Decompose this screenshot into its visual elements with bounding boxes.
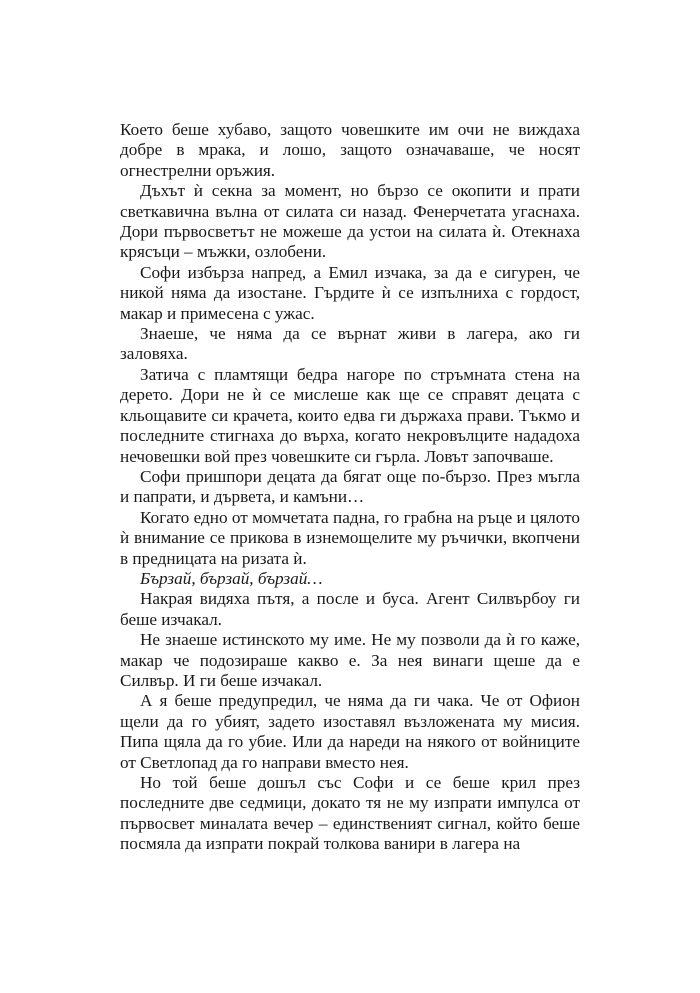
paragraph-4: Знаеше, че няма да се върнат живи в лагера, ако ги заловяха. <box>120 324 580 364</box>
paragraph-12: Но той беше дошъл със Софи и се беше крил през последните две седмици, докато тя не му изпрати импулса от първосвет миналата вечер – единственият сигнал, който беше посмяла да изпрати покрай толкова ванири в лагера на <box>120 773 580 854</box>
paragraph-5: Затича с пламтящи бедра нагоре по стръмната стена на дерето. Дори не ѝ се мислеше как ще се справят децата с кльощавите си крачета, които едва ги държаха прави. Тъкмо и последните стигнаха до върха, когато некровълците нададоха нечовешки вой през човешките си гърла. Ловът започваше. <box>120 364 580 466</box>
paragraph-9: Накрая видяха пътя, а после и буса. Агент Силвърбоу ги беше изчакал. <box>120 589 580 629</box>
body-text <box>120 120 580 855</box>
paragraph-7: Когато едно от момчетата падна, го грабна на ръце и цялото ѝ внимание се прикова в изнемощелите му ръчички, вкопчени в предницата на ризата ѝ. <box>120 507 580 568</box>
paragraph-2: Дъхът ѝ секна за момент, но бързо се окопити и прати светкавична вълна от силата си назад. Фенерчетата угаснаха. Дори първосветът не можеше да устои на силата ѝ. Отекнаха крясъци – мъжки, озлобени. <box>120 181 580 262</box>
paragraph-11: А я беше предупредил, че няма да ги чака. Че от Офион щели да го убият, задето изоставял възложената му мисия. Пипа щяла да го убие. Или да нареди на някого от войниците от Светлопад да го направи вместо нея. <box>120 691 580 772</box>
paragraph-10: Не знаеше истинското му име. Не му позволи да ѝ го каже, макар че подозираше какво е. За нея винаги щеше да е Силвър. И ги беше изчакал. <box>120 630 580 690</box>
paragraph-8-italic: Бързай, бързай, бързай… <box>140 568 323 588</box>
paragraph-1: Което беше хубаво, защото човешките им очи не виждаха добре в мрака, и лошо, защото означаваше, че носят огнестрелни оръжия. <box>120 120 580 180</box>
paragraph-3: Софи избърза напред, а Емил изчака, за да е сигурен, че никой няма да изостане. Гърдите ѝ се изпълниха с гордост, макар и примесена с ужас. <box>120 262 580 323</box>
paragraph-6: Софи пришпори децата да бягат още по-бързо. През мъгла и папрати, и дървета, и камъни… <box>120 466 580 507</box>
